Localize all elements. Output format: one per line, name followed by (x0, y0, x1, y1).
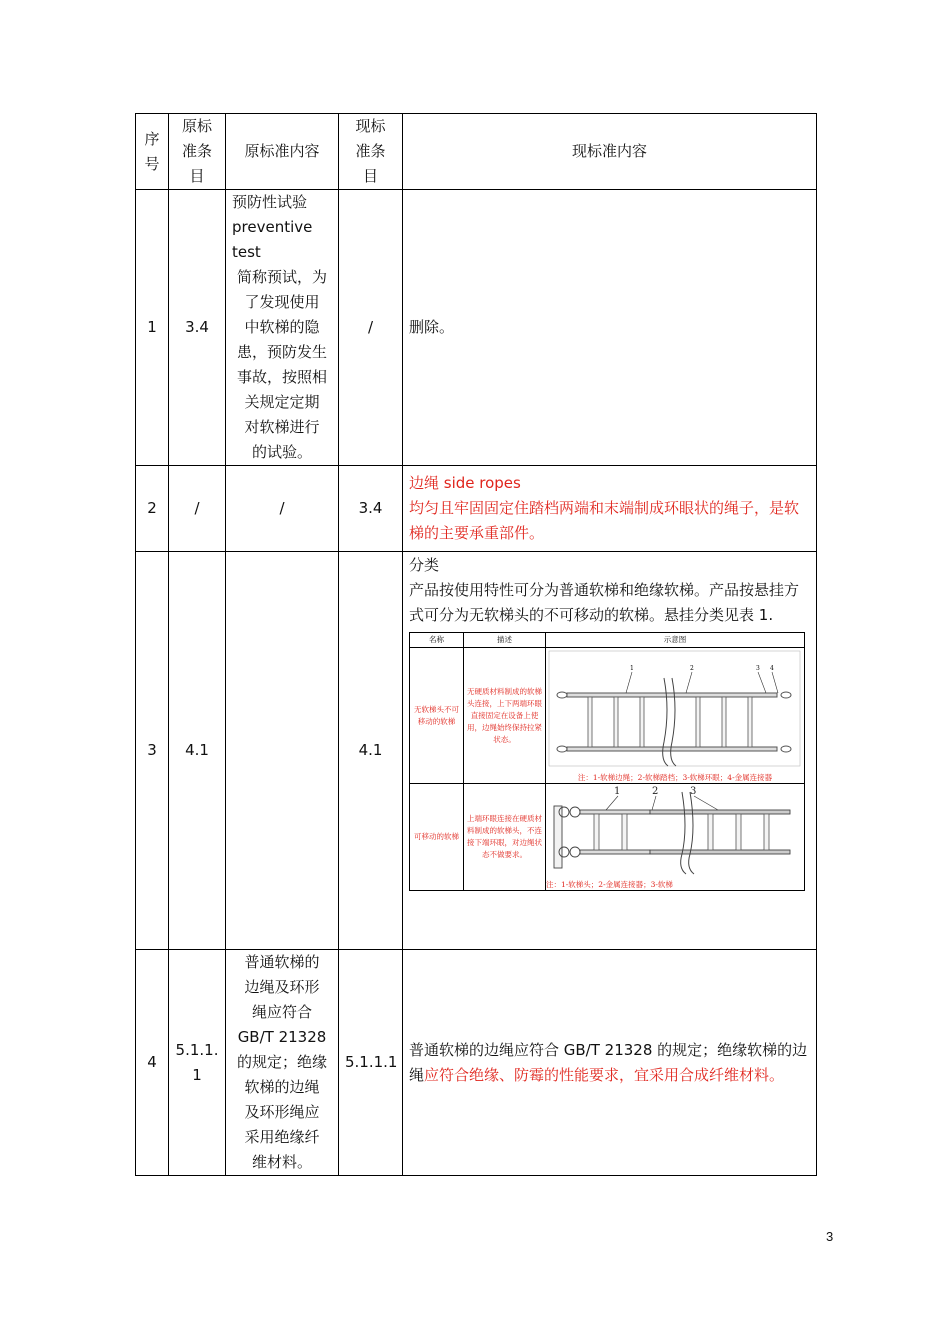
comparison-table (135, 113, 817, 1176)
row-new-clause: 3.4 (339, 466, 403, 552)
row-new-clause: / (339, 190, 403, 466)
orig-content-title: 预防性试验 (232, 193, 308, 211)
row-new-content (403, 950, 817, 1176)
suspension-header-name: 名称 (410, 633, 464, 648)
movable-ladder-diagram (546, 784, 803, 876)
fixed-ladder-diagram (546, 648, 803, 769)
table-row (136, 466, 817, 552)
table-row (136, 552, 817, 950)
row-seq: 4 (136, 950, 169, 1176)
callout-3: 3 (756, 665, 760, 672)
header-seq: 序 号 (136, 114, 169, 190)
row-orig-content: 普通软梯的 边绳及环形 绳应符合 GB/T 21328 的规定；绝缘 软梯的边绳 及环形绳应 采用绝缘纤 维材料。 (226, 950, 339, 1176)
row-seq: 1 (136, 190, 169, 466)
suspension-header-desc: 描述 (464, 633, 546, 648)
figure-caption-fixed: 注：1-软梯边绳；2-软梯踏档；3-软梯环眼；4-金属连接器 (577, 773, 773, 782)
row-orig-content: / (226, 466, 339, 552)
table-row (136, 950, 817, 1176)
callout-3: 3 (690, 786, 697, 797)
new-content-body: 产品按使用特性可分为普通软梯和绝缘软梯。产品按悬挂方式可分为无软梯头的不可移动的软梯。悬挂分类见表 1. (409, 581, 800, 624)
figure-caption-movable: 注：1-软梯头；2-金属连接器；3-软梯 (546, 880, 673, 889)
row-new-content (403, 466, 817, 552)
suspension-name: 无软梯头不可移动的软梯 (410, 648, 464, 784)
suspension-name: 可移动的软梯 (410, 784, 464, 891)
suspension-desc: 上端环眼连接在硬质材料制成的软梯头，不连接下端环眼，对边绳状态不做要求。 (464, 784, 546, 891)
row-orig-clause: 5.1.1. 1 (169, 950, 226, 1176)
new-content-definition: 均匀且牢固固定住踏档两端和末端制成环眼状的绳子，是软梯的主要承重部件。 (409, 499, 800, 542)
suspension-row (410, 784, 805, 891)
row-orig-clause: / (169, 466, 226, 552)
new-content-term: 边绳 side ropes (409, 474, 521, 492)
table-header-row (136, 114, 817, 190)
suspension-header-figure: 示意图 (546, 633, 805, 648)
callout-1: 1 (614, 786, 621, 797)
new-content-red: 应符合绝缘、防霉的性能要求，宜采用合成纤维材料。 (424, 1065, 785, 1084)
table-row (136, 190, 817, 466)
header-orig-content: 原标准内容 (226, 114, 339, 190)
suspension-row (410, 648, 805, 784)
row-new-clause: 4.1 (339, 552, 403, 950)
callout-4: 4 (770, 665, 774, 672)
orig-content-en: preventive test (232, 218, 313, 261)
new-content-plain: 普通软梯的边绳应符合 GB/T 21328 的规定；绝缘软梯的边绳 (409, 1040, 808, 1084)
row-new-clause: 5.1.1.1 (339, 950, 403, 1176)
ladder-figure-movable (546, 784, 805, 891)
row-seq: 3 (136, 552, 169, 950)
row-orig-clause: 4.1 (169, 552, 226, 950)
new-content-title: 分类 (409, 556, 440, 574)
row-new-content: 删除。 (403, 190, 817, 466)
row-new-content (403, 552, 817, 950)
header-new-clause: 现标 准条 目 (339, 114, 403, 190)
callout-2: 2 (690, 665, 694, 672)
row-orig-content (226, 552, 339, 950)
suspension-desc: 无硬质材料制成的软梯头连接，上下两端环眼直接固定在设备上使用，边绳始终保持拉紧状态。 (464, 648, 546, 784)
header-new-content: 现标准内容 (403, 114, 817, 190)
row-seq: 2 (136, 466, 169, 552)
orig-content-body: 简称预试，为 了发现使用 中软梯的隐 患，预防发生 事故，按照相 关规定定期 对软梯进行 的试验。 (236, 268, 327, 461)
suspension-table (409, 632, 805, 891)
ladder-figure-fixed (546, 648, 805, 784)
row-orig-content (226, 190, 339, 466)
callout-1: 1 (630, 665, 634, 672)
callout-2: 2 (652, 786, 659, 797)
row-orig-clause: 3.4 (169, 190, 226, 466)
suspension-table-header (410, 633, 805, 648)
header-orig-clause: 原标 准条 目 (169, 114, 226, 190)
page-number: 3 (826, 1229, 834, 1244)
